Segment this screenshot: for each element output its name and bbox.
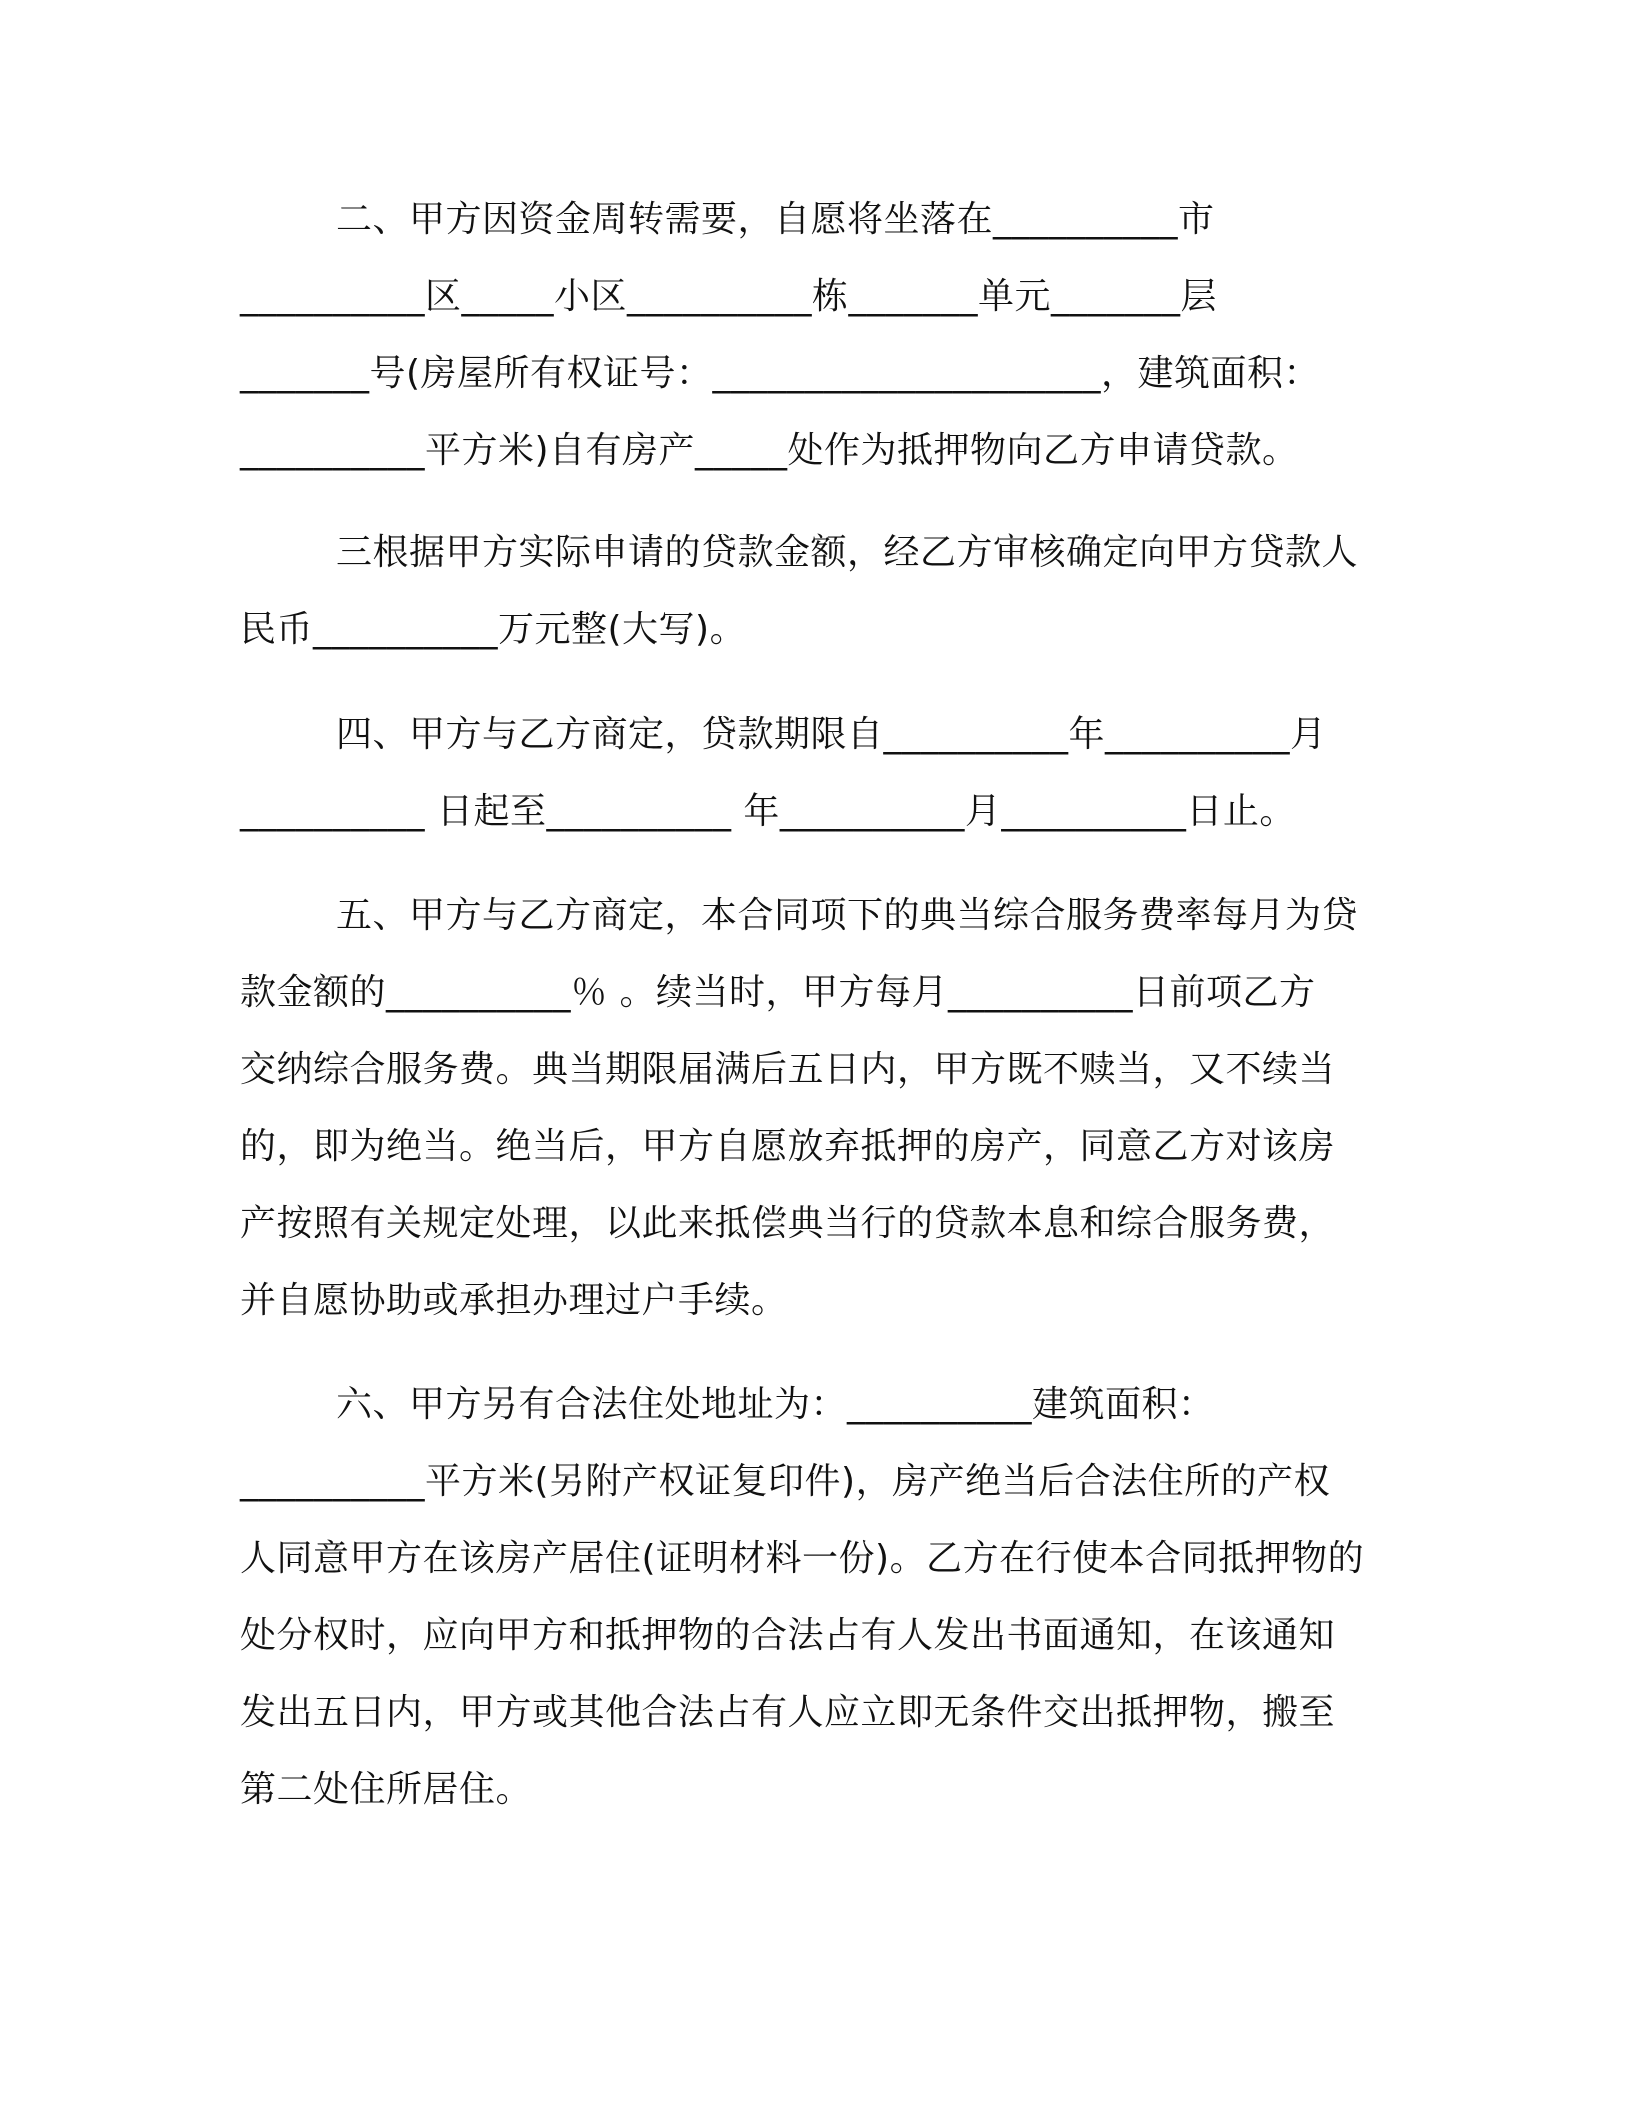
clause-5-line-4: 的，即为绝当。绝当后，甲方自愿放弃抵押的房产，同意乙方对该房: [240, 1126, 1336, 1167]
clause-6-line-6: 第二处住所居住。: [240, 1769, 533, 1810]
clause-6-line-1: 六、甲方另有合法住处地址为：__________建筑面积：: [336, 1384, 1215, 1425]
clause-2-line-3: _______号(房屋所有权证号：_____________________，建筑面积：: [240, 353, 1321, 394]
clause-2-line-1: 二、甲方因资金周转需要，自愿将坐落在__________市: [336, 199, 1215, 240]
clause-5-line-5: 产按照有关规定处理，以此来抵偿典当行的贷款本息和综合服务费，: [240, 1203, 1336, 1244]
clause-5-paragraph: [240, 877, 1390, 1339]
clause-2-line-4: __________平方米)自有房产_____处作为抵押物向乙方申请贷款。: [240, 430, 1299, 471]
clause-4-line-1: 四、甲方与乙方商定，贷款期限自__________年__________月: [336, 714, 1327, 755]
clause-3-paragraph: [240, 514, 1390, 668]
clause-3-line-1: 三根据甲方实际申请的贷款金额，经乙方审核确定向甲方贷款人: [336, 532, 1359, 573]
clause-5-line-2: 款金额的__________％ 。续当时，甲方每月__________日前项乙方: [240, 972, 1316, 1013]
clause-4-line-2: __________ 日起至__________ 年__________月__________日止。: [240, 791, 1296, 832]
clause-4-paragraph: [240, 696, 1390, 850]
clause-6-line-3: 人同意甲方在该房产居住(证明材料一份)。乙方在行使本合同抵押物的: [240, 1538, 1365, 1579]
clause-2-paragraph: [240, 181, 1390, 489]
clause-3-line-2: 民币__________万元整(大写)。: [240, 609, 747, 650]
clause-6-paragraph: [240, 1366, 1390, 1828]
clause-6-line-2: __________平方米(另附产权证复印件)，房产绝当后合法住所的产权: [240, 1461, 1331, 1502]
clause-5-line-1: 五、甲方与乙方商定，本合同项下的典当综合服务费率每月为贷: [336, 895, 1359, 936]
clause-2-line-2: __________区_____小区__________栋_______单元_______层: [240, 276, 1217, 317]
clause-5-line-3: 交纳综合服务费。典当期限届满后五日内，甲方既不赎当，又不续当: [240, 1049, 1336, 1090]
clause-6-line-5: 发出五日内，甲方或其他合法占有人应立即无条件交出抵押物，搬至: [240, 1692, 1336, 1733]
clause-5-line-6: 并自愿协助或承担办理过户手续。: [240, 1280, 788, 1321]
clause-6-line-4: 处分权时，应向甲方和抵押物的合法占有人发出书面通知，在该通知: [240, 1615, 1336, 1656]
